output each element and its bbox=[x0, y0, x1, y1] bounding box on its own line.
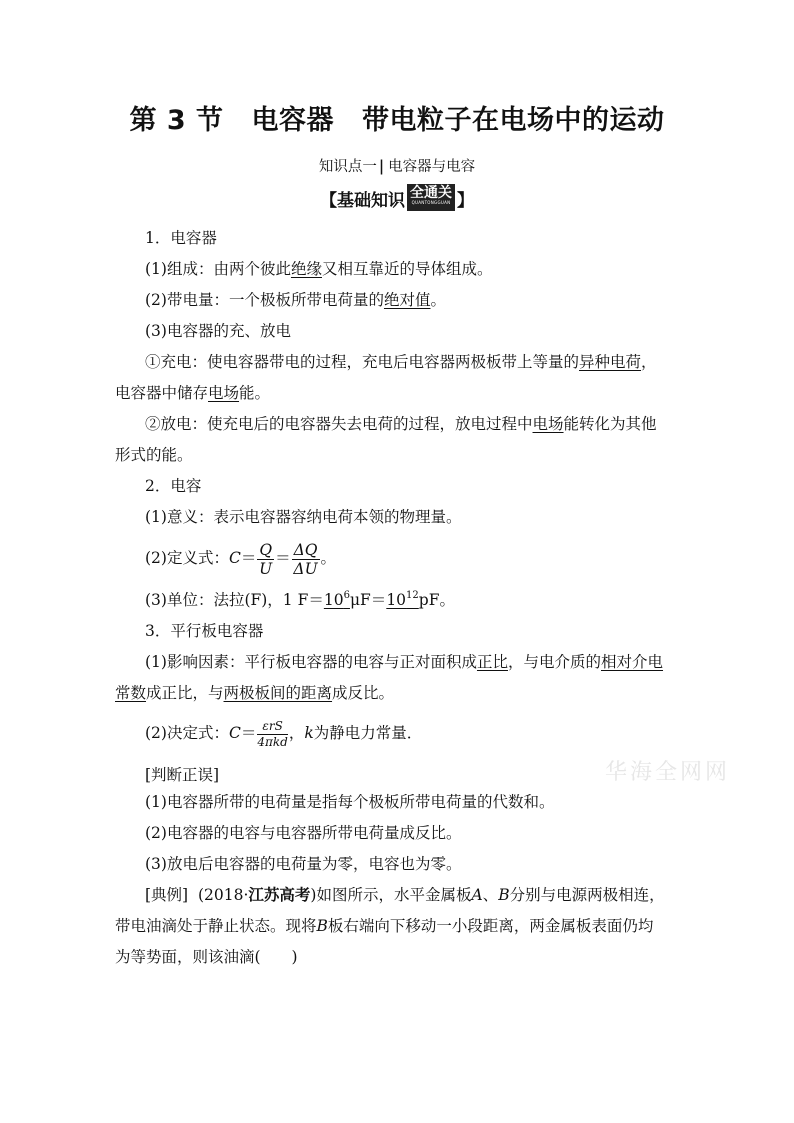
example-line3: 为等势面，则该油滴( ) bbox=[115, 948, 298, 966]
section-badge bbox=[0, 186, 794, 213]
s2-definition: (2)定义式：C＝ $\frac{Q}{U}$ ＝ $\frac{\Delta Q}{\Delta U}$ 。 bbox=[145, 540, 337, 578]
answer-underline: 绝对值 bbox=[383, 291, 431, 309]
s3-heading: 3．平行板电容器 bbox=[145, 622, 264, 640]
title-part-1: 电容器 bbox=[251, 105, 335, 136]
title-part-2: 带电粒子在电场中的运动 bbox=[362, 105, 665, 136]
fraction-capacitance: $\frac{\text{εrS}}{\text{4πkd}}$ bbox=[257, 718, 288, 749]
judge-item-2: (2)电容器的电容与电容器所带电荷量成反比。 bbox=[145, 824, 462, 842]
example-line2: 带电油滴处于静止状态。现将B板右端向下移动一小段距离，两金属板表面仍均 bbox=[115, 917, 654, 935]
s1-line7: 形式的能。 bbox=[115, 446, 193, 464]
answer-underline: 两极板间的距离 bbox=[223, 684, 333, 702]
answer-underline: 电场 bbox=[532, 415, 564, 433]
s1-line3: (3)电容器的充、放电 bbox=[145, 322, 291, 340]
answer-underline: 异种电荷 bbox=[579, 353, 642, 371]
fraction-q-over-u: $\frac{Q}{U}$ bbox=[259, 540, 273, 578]
answer-underline: 绝缘 bbox=[290, 260, 322, 278]
s1-line5: 电容器中储存电场能。 bbox=[115, 384, 271, 402]
badge-stamp-small: QUANTONGGUAN bbox=[411, 200, 451, 205]
page-title bbox=[0, 98, 794, 137]
s1-heading: 1．电容器 bbox=[145, 229, 217, 247]
s1-line4: ①充电：使电容器带电的过程，充电后电容器两极板带上等量的异种电荷， bbox=[145, 353, 657, 371]
s2-heading: 2．电容 bbox=[145, 477, 202, 495]
answer-underline: 常数 bbox=[115, 684, 147, 702]
s1-line6: ②放电：使充电后的电容器失去电荷的过程，放电过程中电场能转化为其他 bbox=[145, 415, 657, 433]
example-source: 江苏高考 bbox=[248, 885, 311, 904]
fraction-dq-over-du: $\frac{\Delta Q}{\Delta U}$ bbox=[293, 540, 318, 578]
s1-line2: (2)带电量：一个极板所带电荷量的绝对值。 bbox=[145, 291, 446, 309]
knowledge-point-text: 电容器与电容 bbox=[388, 159, 476, 175]
answer-underline: 正比 bbox=[476, 653, 508, 671]
title-section-number: 第 3 节 bbox=[129, 105, 224, 136]
answer-underline: 电场 bbox=[208, 384, 240, 402]
watermark: 华海全网网 bbox=[605, 760, 731, 785]
judge-item-1: (1)电容器所带的电荷量是指每个极板所带电荷量的代数和。 bbox=[145, 793, 555, 811]
judge-heading: [判断正误] bbox=[145, 766, 220, 784]
judge-item-3: (3)放电后电容器的电荷量为零，电容也为零。 bbox=[145, 855, 462, 873]
badge-stamp bbox=[407, 184, 455, 211]
answer-underline: 相对介电 bbox=[601, 653, 664, 671]
s3-line1: (1)影响因素：平行板电容器的电容与正对面积成正比，与电介质的相对介电 bbox=[145, 653, 664, 671]
badge-left: 【基础知识 bbox=[320, 191, 405, 211]
example-tag: [典例] bbox=[145, 886, 189, 904]
s2-line1: (1)意义：表示电容器容纳电荷本领的物理量。 bbox=[145, 508, 462, 526]
knowledge-point-heading: 知识点一 | 电容器与电容 bbox=[318, 158, 476, 175]
s2-unit: (3)单位：法拉(F)，1 $F=10^6\mu F=10^{12}pF$。 bbox=[145, 590, 455, 609]
knowledge-point-label: 知识点一 bbox=[318, 159, 377, 175]
s3-determination: (2)决定式：C＝ $\frac{\text{εrS}}{\text{4πkd}}$ ，k为静电力常量． bbox=[145, 718, 423, 749]
badge-stamp-text: 全通关 bbox=[410, 185, 452, 201]
s3-line2: 常数成正比，与两极板间的距离成反比。 bbox=[115, 684, 395, 702]
badge-right: 】 bbox=[457, 191, 474, 211]
example-line1: [典例] (2018·江苏高考)如图所示，水平金属板A、B分别与电源两极相连， bbox=[145, 885, 665, 904]
s1-line1: (1)组成：由两个彼此绝缘又相互靠近的导体组成。 bbox=[145, 260, 493, 278]
